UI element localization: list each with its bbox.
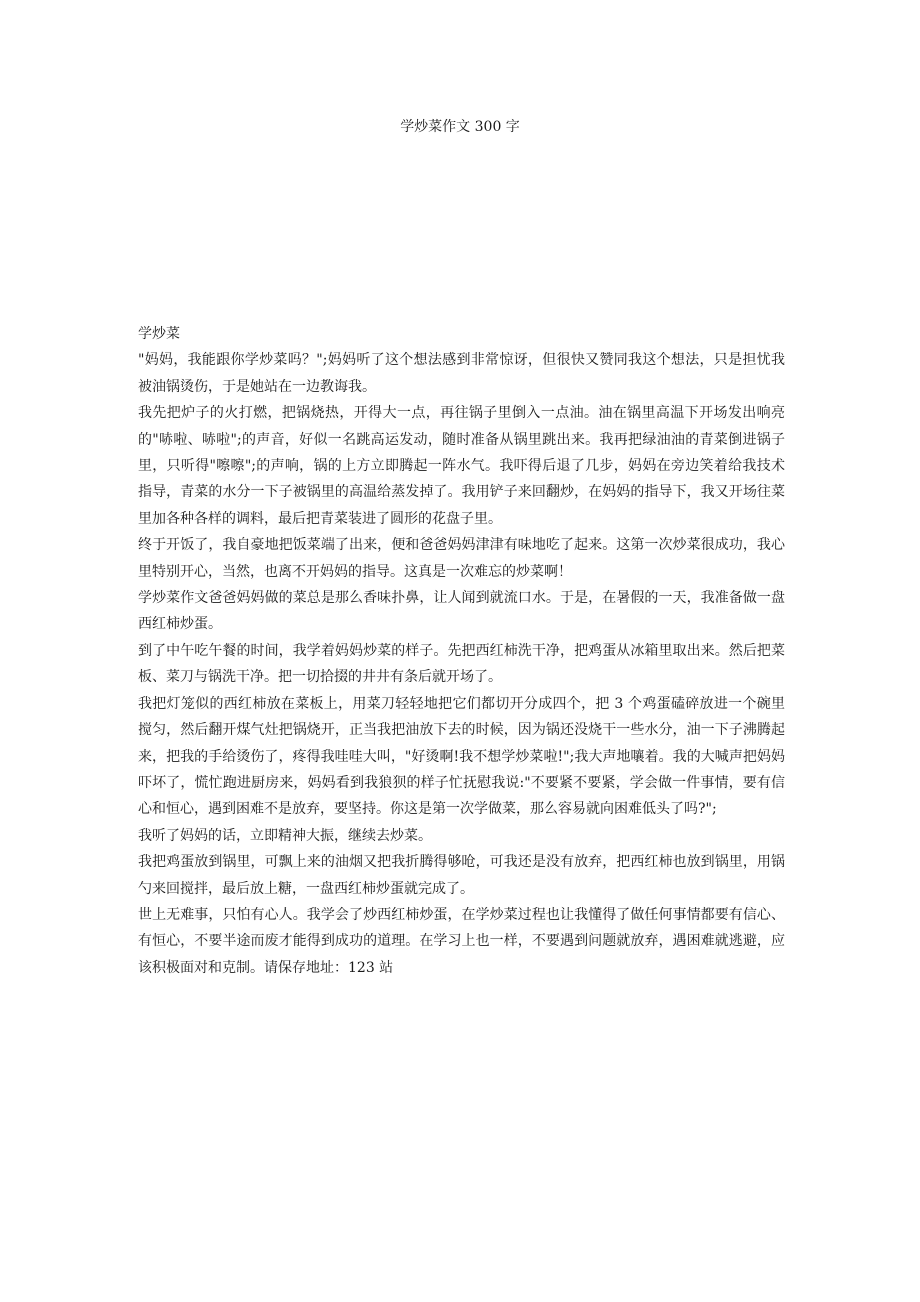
paragraph: 我听了妈妈的话，立即精神大振，继续去炒菜。 [138,827,432,844]
paragraph: 我把灯笼似的西红柿放在菜板上，用菜刀轻轻地把它们都切开分成四个，把 3 个鸡蛋磕碎放进一个碗里搅匀，然后翻开煤气灶把锅烧开，正当我把油放下去的时候，因为锅还没烧干一些水分，油一下子沸腾起来，把我的手给烫伤了，疼得我哇哇大叫，"好烫啊!我不想学炒菜啦!";我大声地嚷着。我的大喊声把妈妈吓坏了，慌忙跑进厨房来，妈妈看到我狼狈的样子忙抚慰我说:"不要紧不要紧，学会做一件事情，要有信心和恒心，遇到困难不是放弃，要坚持。你这是第一次学做菜，那么容易就向困难低头了吗?"; [138,695,785,818]
paragraph: 我先把炉子的火打燃，把锅烧热，开得大一点，再往锅子里倒入一点油。油在锅里高温下开场发出响亮的"哧啦、哧啦";的声音，好似一名跳高运发动，随时准备从锅里跳出来。我再把绿油油的青菜倒进锅子里，只听得"嚓嚓";的声响，锅的上方立即腾起一阵水气。我吓得后退了几步，妈妈在旁边笑着给我技术指导，青菜的水分一下子被锅里的高温给蒸发掉了。我用铲子来回翻炒，在妈妈的指导下，我又开场往菜里加各种各样的调料，最后把青菜装进了圆形的花盘子里。 [138,405,785,527]
section-heading: 学炒菜 [138,326,180,342]
paragraph: 到了中午吃午餐的时间，我学着妈妈炒菜的样子。先把西红柿洗干净，把鸡蛋从冰箱里取出来。然后把菜板、菜刀与锅洗干净。把一切拾掇的井井有条后就开场了。 [138,642,785,686]
paragraph: 世上无难事，只怕有心人。我学会了炒西红柿炒蛋，在学炒菜过程也让我懂得了做任何事情都要有信心、有恒心，不要半途而废才能得到成功的道理。在学习上也一样，不要遇到问题就放弃，遇困难就逃避，应该积极面对和克制。请保存地址：123 站 [138,906,785,976]
paragraph: 学炒菜作文爸爸妈妈做的菜总是那么香味扑鼻，让人闻到就流口水。于是，在暑假的一天，我准备做一盘西红柿炒蛋。 [138,590,785,633]
paragraph: 终于开饭了，我自豪地把饭菜端了出来，便和爸爸妈妈津津有味地吃了起来。这第一次炒菜很成功，我心里特别开心，当然，也离不开妈妈的指导。这真是一次难忘的炒菜啊！ [138,537,785,580]
paragraph: 我把鸡蛋放到锅里，可飘上来的油烟又把我折腾得够呛，可我还是没有放弃，把西红柿也放到锅里，用锅勺来回搅拌，最后放上糖，一盘西红柿炒蛋就完成了。 [138,854,785,897]
document-body [138,321,785,981]
document-title: 学炒菜作文 300 字 [400,119,520,135]
paragraph: "妈妈，我能跟你学炒菜吗？";妈妈听了这个想法感到非常惊讶，但很快又赞同我这个想法，只是担忧我被油锅烫伤，于是她站在一边教诲我。 [138,352,785,395]
